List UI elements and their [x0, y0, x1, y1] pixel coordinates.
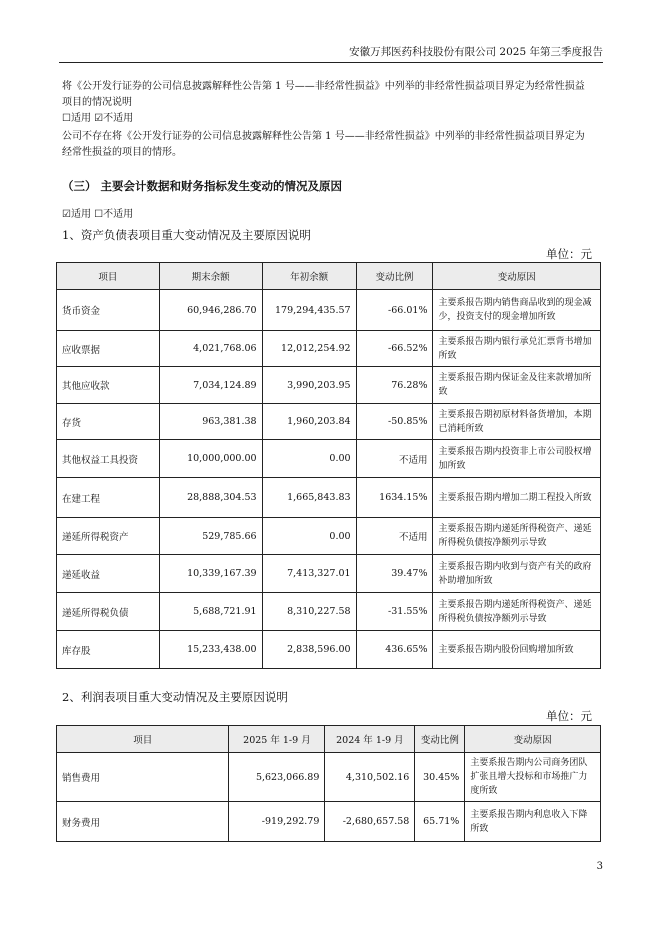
value-cell: -919,292.79: [229, 802, 325, 842]
value-cell: 5,688,721.91: [159, 593, 262, 631]
reason-cell: 主要系报告期内银行承兑汇票背书增加所致: [433, 331, 601, 367]
value-cell: -31.55%: [356, 593, 433, 631]
reason-cell: 主要系报告期内递延所得税资产、递延所得税负债按净额列示导致: [433, 518, 601, 555]
col-header: 项目: [57, 263, 160, 290]
col-header: 2024 年 1-9 月: [325, 726, 415, 753]
page-number: 3: [596, 861, 603, 872]
value-cell: 529,785.66: [159, 518, 262, 555]
row-label: 销售费用: [57, 753, 229, 802]
value-cell: 10,339,167.39: [159, 555, 262, 593]
reason-cell: 主要系报告期内增加二期工程投入所致: [433, 478, 601, 518]
nonrecurring-intro-line1: 将《公开发行证券的公司信息披露解释性公告第 1 号——非经常性损益》中列举的非经常性损益项目界定为经常性损益: [62, 81, 585, 92]
row-label: 递延所得税资产: [57, 518, 160, 555]
balance-sheet-table: [56, 262, 601, 669]
table-row: [57, 367, 601, 404]
value-cell: 436.65%: [356, 631, 433, 669]
subsection-income-statement: 2、利润表项目重大变动情况及主要原因说明: [62, 690, 288, 704]
table-row: [57, 290, 601, 331]
value-cell: -2,680,657.58: [325, 802, 415, 842]
row-label: 存货: [57, 404, 160, 440]
nonrecurring-note-line2: 经常性损益的项目的情形。: [62, 147, 182, 158]
reason-cell: 主要系报告期内利息收入下降所致: [465, 802, 601, 842]
value-cell: 不适用: [356, 518, 433, 555]
value-cell: 0.00: [262, 440, 356, 478]
value-cell: 5,623,066.89: [229, 753, 325, 802]
row-label: 货币资金: [57, 290, 160, 331]
table-row: [57, 555, 601, 593]
table-row: [57, 478, 601, 518]
header-divider: [59, 62, 603, 63]
table-row: [57, 802, 601, 842]
value-cell: 1,665,843.83: [262, 478, 356, 518]
value-cell: 60,946,286.70: [159, 290, 262, 331]
col-header: 变动比例: [415, 726, 465, 753]
col-header: 2025 年 1-9 月: [229, 726, 325, 753]
table-row: [57, 518, 601, 555]
value-cell: -66.01%: [356, 290, 433, 331]
table-header-row: [57, 263, 601, 290]
value-cell: 76.28%: [356, 367, 433, 404]
section-checkbox: ☑适用 ☐不适用: [62, 209, 134, 220]
table-row: [57, 593, 601, 631]
reason-cell: 主要系报告期内保证金及往来款增加所致: [433, 367, 601, 404]
row-label: 在建工程: [57, 478, 160, 518]
value-cell: 0.00: [262, 518, 356, 555]
value-cell: 179,294,435.57: [262, 290, 356, 331]
value-cell: 7,413,327.01: [262, 555, 356, 593]
value-cell: 2,838,596.00: [262, 631, 356, 669]
row-label: 其他应收款: [57, 367, 160, 404]
unit-label-2: 单位：元: [546, 709, 592, 723]
value-cell: 15,233,438.00: [159, 631, 262, 669]
row-label: 财务费用: [57, 802, 229, 842]
col-header: 变动比例: [356, 263, 433, 290]
reason-cell: 主要系报告期内销售商品收到的现金减少，投资支付的现金增加所致: [433, 290, 601, 331]
value-cell: 3,990,203.95: [262, 367, 356, 404]
value-cell: -66.52%: [356, 331, 433, 367]
value-cell: 39.47%: [356, 555, 433, 593]
reason-cell: 主要系报告期内收到与资产有关的政府补助增加所致: [433, 555, 601, 593]
value-cell: 963,381.38: [159, 404, 262, 440]
table-row: [57, 753, 601, 802]
col-header: 项目: [57, 726, 229, 753]
col-header: 期末余额: [159, 263, 262, 290]
value-cell: 12,012,254.92: [262, 331, 356, 367]
income-statement-table: [56, 725, 601, 842]
value-cell: 28,888,304.53: [159, 478, 262, 518]
value-cell: 30.45%: [415, 753, 465, 802]
col-header: 变动原因: [433, 263, 601, 290]
reason-cell: 主要系报告期初原材料备货增加，本期已消耗所致: [433, 404, 601, 440]
value-cell: 不适用: [356, 440, 433, 478]
row-label: 递延收益: [57, 555, 160, 593]
value-cell: 1634.15%: [356, 478, 433, 518]
col-header: 变动原因: [465, 726, 601, 753]
row-label: 应收票据: [57, 331, 160, 367]
value-cell: 8,310,227.58: [262, 593, 356, 631]
nonrecurring-checkbox: ☐适用 ☑不适用: [62, 113, 134, 124]
value-cell: 4,021,768.06: [159, 331, 262, 367]
value-cell: 65.71%: [415, 802, 465, 842]
value-cell: -50.85%: [356, 404, 433, 440]
nonrecurring-note-line1: 公司不存在将《公开发行证券的公司信息披露解释性公告第 1 号——非经常性损益》中列举的非经常性损益项目界定为: [62, 131, 585, 142]
subsection-balance-sheet: 1、资产负债表项目重大变动情况及主要原因说明: [62, 228, 311, 242]
table-row: [57, 631, 601, 669]
value-cell: 1,960,203.84: [262, 404, 356, 440]
table-row: [57, 404, 601, 440]
col-header: 年初余额: [262, 263, 356, 290]
section-title: （三） 主要会计数据和财务指标发生变动的情况及原因: [62, 179, 343, 193]
table-header-row: [57, 726, 601, 753]
reason-cell: 主要系报告期内股份回购增加所致: [433, 631, 601, 669]
nonrecurring-intro-line2: 项目的情况说明: [62, 97, 132, 108]
row-label: 库存股: [57, 631, 160, 669]
table-row: [57, 331, 601, 367]
row-label: 递延所得税负债: [57, 593, 160, 631]
value-cell: 4,310,502.16: [325, 753, 415, 802]
reason-cell: 主要系报告期内公司商务团队扩张且增大投标和市场推广力度所致: [465, 753, 601, 802]
value-cell: 10,000,000.00: [159, 440, 262, 478]
unit-label-1: 单位：元: [546, 247, 592, 261]
table-row: [57, 440, 601, 478]
reason-cell: 主要系报告期内递延所得税资产、递延所得税负债按净额列示导致: [433, 593, 601, 631]
page-header: 安徽万邦医药科技股份有限公司 2025 年第三季度报告: [349, 46, 603, 58]
row-label: 其他权益工具投资: [57, 440, 160, 478]
reason-cell: 主要系报告期内投资非上市公司股权增加所致: [433, 440, 601, 478]
value-cell: 7,034,124.89: [159, 367, 262, 404]
